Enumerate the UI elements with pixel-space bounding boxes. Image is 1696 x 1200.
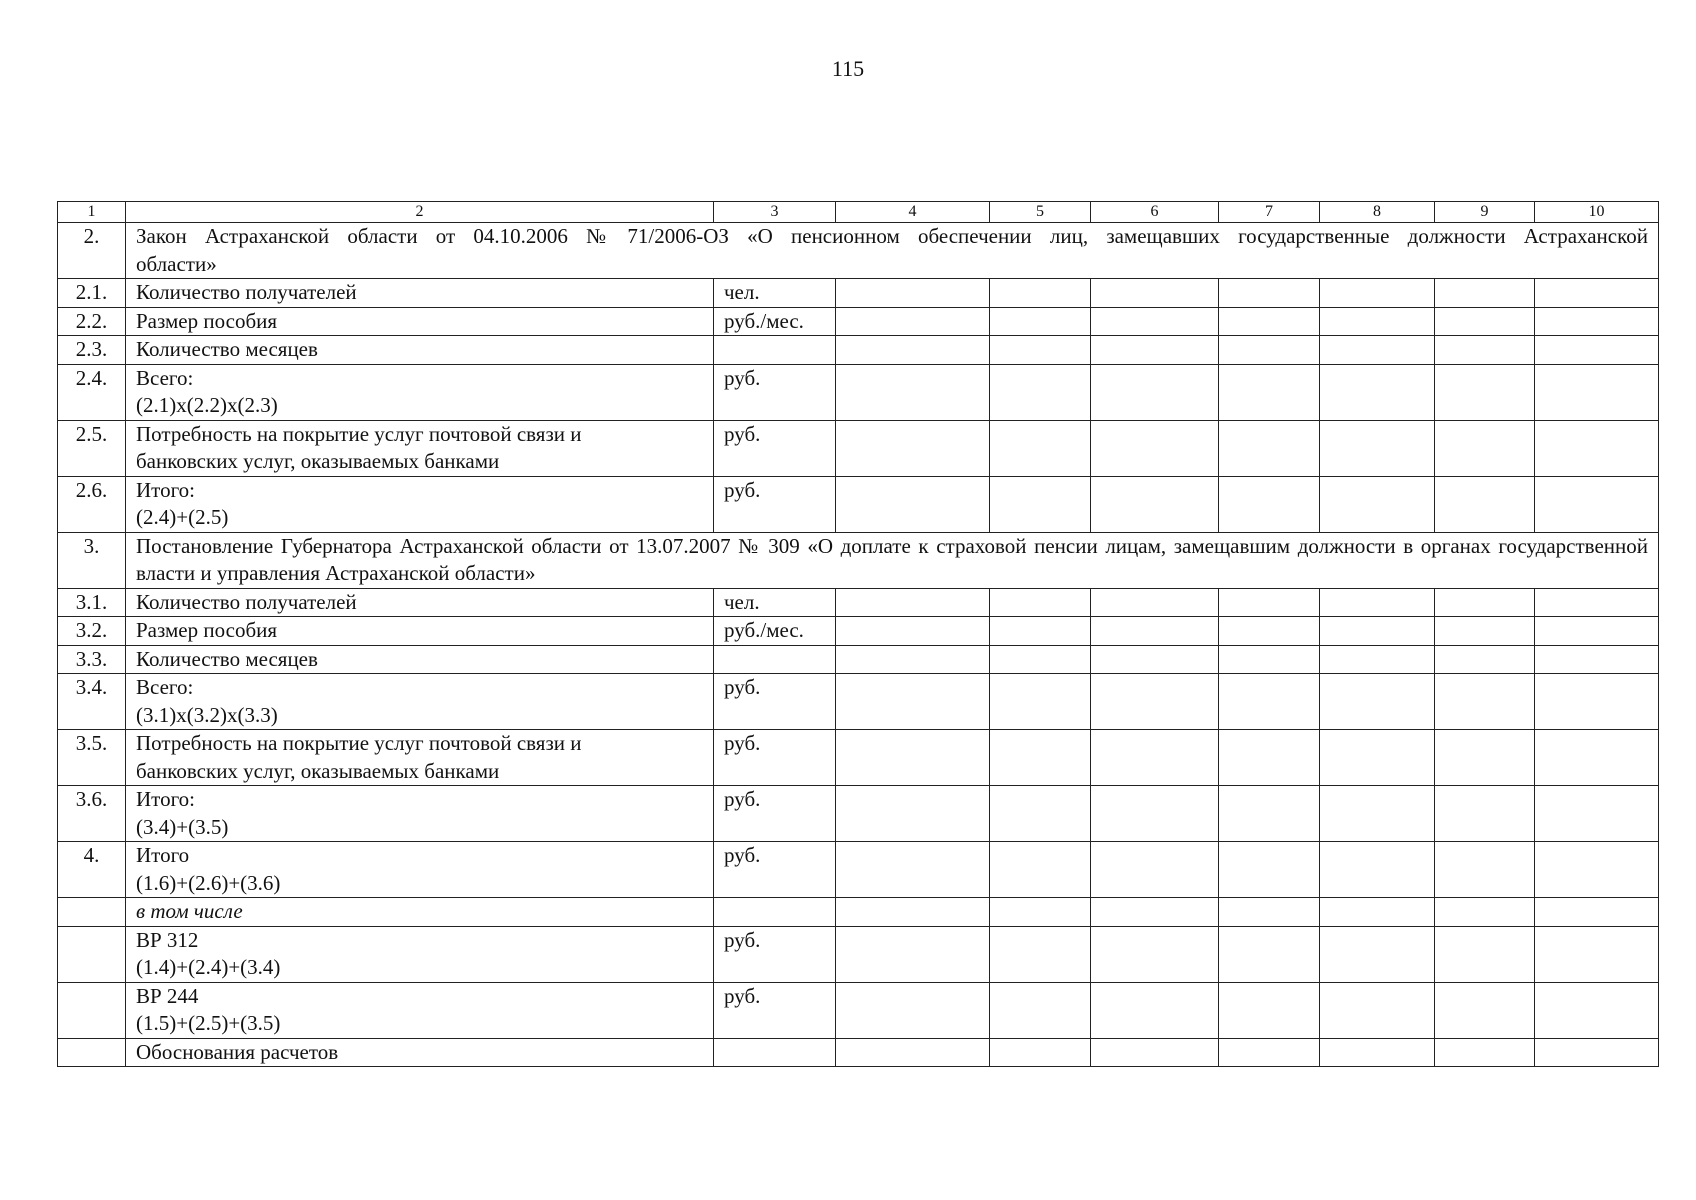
row-label — [126, 420, 714, 476]
value-cell — [1320, 420, 1435, 476]
value-cell — [836, 842, 990, 898]
row-label — [126, 336, 714, 365]
row-label-line: Всего: — [136, 675, 194, 699]
column-header: 3 — [714, 202, 836, 223]
value-cell — [990, 307, 1091, 336]
value-cell — [1320, 307, 1435, 336]
value-cell — [990, 982, 1091, 1038]
unit-cell: руб. — [714, 786, 836, 842]
unit-cell: руб. — [714, 420, 836, 476]
row-number: 2.3. — [58, 336, 126, 365]
value-cell — [1091, 674, 1219, 730]
unit-cell: руб. — [714, 364, 836, 420]
column-header: 9 — [1435, 202, 1535, 223]
value-cell — [1091, 588, 1219, 617]
value-cell — [836, 898, 990, 927]
row-label-line: (1.6)+(2.6)+(3.6) — [136, 870, 281, 895]
value-cell — [836, 420, 990, 476]
value-cell — [1535, 336, 1659, 365]
value-cell — [836, 617, 990, 646]
value-cell — [1219, 645, 1320, 674]
value-cell — [1091, 842, 1219, 898]
column-header: 4 — [836, 202, 990, 223]
value-cell — [1219, 786, 1320, 842]
value-cell — [1320, 279, 1435, 308]
value-cell — [990, 336, 1091, 365]
value-cell — [1535, 1038, 1659, 1067]
value-cell — [1219, 982, 1320, 1038]
value-cell — [1535, 588, 1659, 617]
section-title — [126, 532, 1659, 588]
value-cell — [1320, 336, 1435, 365]
row-label-line: (1.4)+(2.4)+(3.4) — [136, 955, 281, 979]
row-label — [126, 926, 714, 982]
value-cell — [1435, 926, 1535, 982]
row-label-line: Размер пособия — [136, 308, 278, 333]
page-number: 115 — [831, 56, 865, 81]
row-number: 2.5. — [58, 420, 126, 476]
table-row — [58, 1038, 1659, 1067]
value-cell — [990, 1038, 1091, 1067]
row-label-line: Обоснования расчетов — [136, 1039, 339, 1064]
table-row — [58, 674, 1659, 730]
value-cell — [836, 982, 990, 1038]
row-label-line: ВР 312 — [136, 927, 199, 952]
value-cell — [1320, 476, 1435, 532]
value-cell — [836, 786, 990, 842]
value-cell — [1535, 730, 1659, 786]
column-header: 2 — [126, 202, 714, 223]
value-cell — [1219, 898, 1320, 927]
value-cell — [1091, 279, 1219, 308]
row-number — [58, 898, 126, 927]
value-cell — [1435, 730, 1535, 786]
value-cell — [1435, 364, 1535, 420]
value-cell — [1320, 1038, 1435, 1067]
value-cell — [990, 588, 1091, 617]
row-number: 3.3. — [58, 645, 126, 674]
value-cell — [1535, 898, 1659, 927]
unit-cell: чел. — [714, 279, 836, 308]
table-row — [58, 476, 1659, 532]
row-number: 2.2. — [58, 307, 126, 336]
row-number — [58, 926, 126, 982]
value-cell — [1320, 617, 1435, 646]
value-cell — [1435, 336, 1535, 365]
value-cell — [1219, 674, 1320, 730]
value-cell — [1435, 617, 1535, 646]
value-cell — [836, 730, 990, 786]
value-cell — [836, 279, 990, 308]
value-cell — [1320, 645, 1435, 674]
value-cell — [1219, 279, 1320, 308]
value-cell — [1219, 364, 1320, 420]
column-header: 6 — [1091, 202, 1219, 223]
value-cell — [1535, 617, 1659, 646]
row-label-line: (2.1)х(2.2)х(2.3) — [136, 393, 278, 417]
column-header: 5 — [990, 202, 1091, 223]
row-label-line: (3.4)+(3.5) — [136, 814, 229, 839]
value-cell — [1535, 279, 1659, 308]
section-row — [58, 223, 1659, 279]
value-cell — [1219, 476, 1320, 532]
table-row — [58, 842, 1659, 898]
table-row — [58, 617, 1659, 646]
value-cell — [1219, 617, 1320, 646]
table-row — [58, 730, 1659, 786]
unit-cell — [714, 645, 836, 674]
row-label — [126, 730, 714, 786]
value-cell — [990, 674, 1091, 730]
value-cell — [1091, 786, 1219, 842]
unit-cell: руб. — [714, 674, 836, 730]
value-cell — [1219, 926, 1320, 982]
value-cell — [1435, 420, 1535, 476]
value-cell — [990, 645, 1091, 674]
row-label-line: Размер пособия — [136, 618, 278, 642]
row-label-line: банковских услуг, оказываемых банками — [136, 449, 500, 473]
value-cell — [1091, 1038, 1219, 1067]
row-number: 4. — [58, 842, 126, 898]
value-cell — [1435, 279, 1535, 308]
value-cell — [836, 926, 990, 982]
value-cell — [1091, 336, 1219, 365]
row-label-line: Количество месяцев — [136, 337, 318, 361]
row-number — [58, 1038, 126, 1067]
row-number: 3. — [58, 532, 126, 588]
value-cell — [1219, 420, 1320, 476]
value-cell — [1091, 420, 1219, 476]
row-label — [126, 898, 714, 927]
value-cell — [1535, 926, 1659, 982]
table-row — [58, 926, 1659, 982]
unit-cell: руб. — [714, 842, 836, 898]
value-cell — [1535, 786, 1659, 842]
row-number — [58, 982, 126, 1038]
value-cell — [836, 674, 990, 730]
row-label-line: ВР 244 — [136, 983, 199, 1008]
table-row — [58, 588, 1659, 617]
row-number: 3.2. — [58, 617, 126, 646]
unit-cell: руб./мес. — [714, 617, 836, 646]
row-label — [126, 786, 714, 842]
value-cell — [836, 336, 990, 365]
row-number: 2.4. — [58, 364, 126, 420]
column-header: 7 — [1219, 202, 1320, 223]
value-cell — [1320, 898, 1435, 927]
value-cell — [1091, 982, 1219, 1038]
table-row — [58, 645, 1659, 674]
unit-cell — [714, 898, 836, 927]
value-cell — [1435, 645, 1535, 674]
value-cell — [1535, 674, 1659, 730]
row-label — [126, 588, 714, 617]
value-cell — [1219, 307, 1320, 336]
value-cell — [990, 898, 1091, 927]
unit-cell: руб. — [714, 730, 836, 786]
value-cell — [1091, 926, 1219, 982]
row-label — [126, 982, 714, 1038]
value-cell — [1091, 476, 1219, 532]
table-row — [58, 279, 1659, 308]
row-label — [126, 1038, 714, 1067]
value-cell — [1091, 730, 1219, 786]
value-cell — [990, 476, 1091, 532]
row-label-line: Закон Астраханской области от 04.10.2006 № 71/2006-ОЗ «О пенсионном обеспечении лиц, замещавших государственные должности Астраханской области» — [136, 224, 1648, 276]
row-label-line: Итого: — [136, 477, 195, 502]
value-cell — [1535, 842, 1659, 898]
value-cell — [1219, 842, 1320, 898]
unit-cell: чел. — [714, 588, 836, 617]
row-number: 3.6. — [58, 786, 126, 842]
value-cell — [1435, 588, 1535, 617]
unit-cell — [714, 1038, 836, 1067]
value-cell — [990, 786, 1091, 842]
value-cell — [1320, 842, 1435, 898]
row-label-line: Постановление Губернатора Астраханской области от 13.07.2007 № 309 «О доплате к страховой пенсии лицам, замещавшим должности в органах государственной власти и управления Астраханской области» — [136, 533, 1648, 585]
value-cell — [1219, 336, 1320, 365]
row-label-line: (1.5)+(2.5)+(3.5) — [136, 1011, 281, 1035]
section-row — [58, 532, 1659, 588]
value-cell — [990, 926, 1091, 982]
column-header: 10 — [1535, 202, 1659, 223]
value-cell — [1535, 982, 1659, 1038]
unit-cell — [714, 336, 836, 365]
value-cell — [1320, 982, 1435, 1038]
value-cell — [836, 307, 990, 336]
table-row — [58, 420, 1659, 476]
unit-cell: руб. — [714, 982, 836, 1038]
row-label-line: (2.4)+(2.5) — [136, 505, 229, 529]
value-cell — [1435, 674, 1535, 730]
table-row — [58, 364, 1659, 420]
value-cell — [1435, 898, 1535, 927]
row-label-line: (3.1)х(3.2)х(3.3) — [136, 702, 278, 727]
row-number: 2.1. — [58, 279, 126, 308]
table-row — [58, 898, 1659, 927]
value-cell — [1091, 898, 1219, 927]
row-label — [126, 279, 714, 308]
table-row — [58, 307, 1659, 336]
table-row — [58, 786, 1659, 842]
value-cell — [1535, 364, 1659, 420]
value-cell — [1091, 364, 1219, 420]
row-label-line: Потребность на покрытие услуг почтовой связи и — [136, 731, 582, 755]
column-header: 8 — [1320, 202, 1435, 223]
column-number-row — [58, 202, 1659, 223]
row-label-line: Количество месяцев — [136, 646, 318, 671]
value-cell — [990, 279, 1091, 308]
value-cell — [836, 476, 990, 532]
row-label-line: Итого: — [136, 787, 195, 811]
table-body — [58, 202, 1659, 1067]
unit-cell: руб. — [714, 476, 836, 532]
value-cell — [1435, 476, 1535, 532]
value-cell — [836, 645, 990, 674]
row-label — [126, 307, 714, 336]
value-cell — [990, 364, 1091, 420]
value-cell — [1320, 926, 1435, 982]
row-label — [126, 476, 714, 532]
row-label — [126, 645, 714, 674]
row-label-line: Количество получателей — [136, 589, 357, 614]
column-header: 1 — [58, 202, 126, 223]
row-number: 3.1. — [58, 588, 126, 617]
value-cell — [1219, 588, 1320, 617]
row-number: 3.4. — [58, 674, 126, 730]
value-cell — [1320, 786, 1435, 842]
value-cell — [1091, 645, 1219, 674]
value-cell — [1219, 1038, 1320, 1067]
row-label-line: Всего: — [136, 365, 194, 390]
value-cell — [1435, 307, 1535, 336]
value-cell — [990, 730, 1091, 786]
table-row — [58, 336, 1659, 365]
value-cell — [1435, 786, 1535, 842]
section-title — [126, 223, 1659, 279]
value-cell — [836, 364, 990, 420]
row-number: 2. — [58, 223, 126, 279]
row-label — [126, 617, 714, 646]
value-cell — [1091, 307, 1219, 336]
value-cell — [1535, 645, 1659, 674]
value-cell — [1219, 730, 1320, 786]
row-label-line: Потребность на покрытие услуг почтовой связи и — [136, 421, 582, 446]
value-cell — [1320, 674, 1435, 730]
row-label-line: Итого — [136, 843, 190, 867]
value-cell — [990, 842, 1091, 898]
value-cell — [1535, 307, 1659, 336]
value-cell — [1435, 842, 1535, 898]
row-label-line: в том числе — [136, 899, 243, 923]
row-label — [126, 842, 714, 898]
row-number: 2.6. — [58, 476, 126, 532]
value-cell — [1435, 1038, 1535, 1067]
budget-table — [57, 201, 1659, 1067]
value-cell — [1320, 588, 1435, 617]
value-cell — [1091, 617, 1219, 646]
row-label — [126, 364, 714, 420]
value-cell — [990, 617, 1091, 646]
value-cell — [1535, 420, 1659, 476]
unit-cell: руб. — [714, 926, 836, 982]
value-cell — [1320, 364, 1435, 420]
value-cell — [1435, 982, 1535, 1038]
row-label-line: Количество получателей — [136, 280, 357, 304]
row-label — [126, 674, 714, 730]
unit-cell: руб./мес. — [714, 307, 836, 336]
table-row — [58, 982, 1659, 1038]
row-number: 3.5. — [58, 730, 126, 786]
value-cell — [836, 588, 990, 617]
value-cell — [836, 1038, 990, 1067]
value-cell — [1535, 476, 1659, 532]
value-cell — [990, 420, 1091, 476]
value-cell — [1320, 730, 1435, 786]
row-label-line: банковских услуг, оказываемых банками — [136, 758, 500, 783]
